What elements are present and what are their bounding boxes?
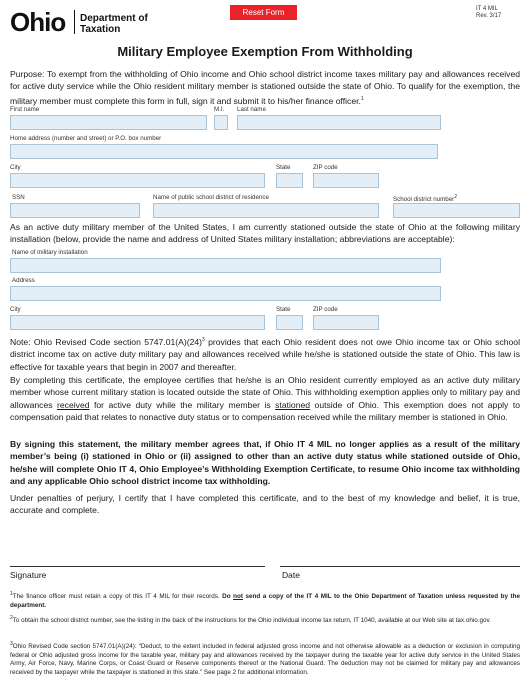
- footnote-1-text-b: Do: [222, 593, 234, 601]
- note-lead: Note: Ohio Revised Code section 5747.01(A)(24): [10, 336, 203, 347]
- date-line[interactable]: [280, 566, 520, 567]
- stationed-statement: As an active duty military member of the United States, I am currently stationed outside the state of Ohio at the following military installation (below, provide the name and address of United States military installation; abbreviations are acceptable):: [10, 222, 520, 245]
- installation-zip-field[interactable]: [313, 315, 379, 330]
- home-address-label: Home address (number and street) or P.O. box number: [10, 135, 162, 142]
- certify-stationed: stationed: [275, 399, 311, 410]
- last-name-label: Last name: [237, 106, 266, 113]
- signature-line[interactable]: [10, 566, 265, 567]
- school-district-number-text: School district number: [393, 196, 455, 204]
- perjury-statement: Under penalties of perjury, I certify that I have completed this certificate, and to the best of my knowledge and belief, it is true, accurate and complete.: [10, 493, 520, 516]
- mi-field[interactable]: [214, 115, 228, 130]
- footnote-1-text-d: send a copy of the IT 4 MIL to the Ohio Department of Taxation unless requested by the department.: [10, 593, 520, 609]
- installation-city-label: City: [10, 306, 21, 313]
- date-label: Date: [282, 570, 300, 580]
- ssn-label: SSN: [12, 194, 25, 201]
- installation-state-label: State: [276, 306, 291, 313]
- footnote-1-not: not: [233, 593, 243, 601]
- form-id: [476, 6, 501, 20]
- footnote-3-number: 3: [10, 641, 13, 647]
- department-line-1: Department of: [80, 13, 148, 24]
- mi-label: M.I.: [214, 106, 225, 113]
- last-name-field[interactable]: [237, 115, 441, 130]
- installation-name-field[interactable]: [10, 258, 441, 273]
- footnote-1-number: 1: [10, 591, 13, 597]
- footnote-2-number: 2: [10, 615, 13, 621]
- city-label: City: [10, 164, 21, 171]
- certify-part-1: By completing this certificate, the employee certifies that he/she is an Ohio resident currently employed as an active duty military member whose current military station is located outside the state of Ohio. This withholding exemption applies only to military pay and allowances: [10, 375, 520, 410]
- ssn-field[interactable]: [10, 203, 140, 218]
- school-district-number-field[interactable]: [393, 203, 520, 218]
- footnote-1: [10, 590, 520, 610]
- footnote-2-text: To obtain the school district number, see the listing in the back of the instructions for the Ohio individual income tax return, IT 1040, available at our Web site at tax.ohio.gov.: [12, 617, 491, 625]
- installation-state-field[interactable]: [276, 315, 303, 330]
- department-line-2: Taxation: [80, 24, 121, 35]
- footnote-2: [10, 614, 520, 626]
- certify-part-2: for active duty while the military member is: [89, 399, 276, 410]
- state-field[interactable]: [276, 173, 303, 188]
- purpose-text: [10, 68, 520, 107]
- note-paragraph: [10, 334, 520, 373]
- department-name: [80, 13, 148, 35]
- purpose-body: Purpose: To exempt from the withholding of Ohio income and Ohio school district income taxes military pay and allowances received for active duty service while the Ohio resident military member is stationed outside the state of Ohio. To qualify for the exemption, the military member must complete this form in full, sign it and submit it to his/her finance officer.: [10, 69, 520, 106]
- form-revision: Rev. 3/17: [476, 13, 502, 19]
- state-label: State: [276, 164, 291, 171]
- signature-label: Signature: [10, 570, 47, 580]
- school-district-label: Name of public school district of residence: [153, 194, 269, 201]
- school-district-field[interactable]: [153, 203, 379, 218]
- signing-agreement: By signing this statement, the military member agrees that, if Ohio IT 4 MIL no longer applies as a result of the military member’s being (i) stationed in Ohio or (ii) assigned to other than an active duty status while stationed outside of Ohio, he/she will complete Ohio IT 4, Ohio Employee’s Withholding Exemption Certificate, to resume Ohio income tax withholding and any applicable Ohio school district income tax withholding.: [10, 439, 520, 487]
- zip-field[interactable]: [313, 173, 379, 188]
- school-district-number-label: [393, 194, 457, 203]
- first-name-field[interactable]: [10, 115, 207, 130]
- certification-paragraph: [10, 374, 520, 424]
- ohio-logo: Ohio: [10, 7, 66, 37]
- installation-address-label: Address: [12, 277, 35, 284]
- home-address-field[interactable]: [10, 144, 438, 159]
- form-number: IT 4 MIL: [476, 6, 498, 12]
- note-footnote-ref: 3: [202, 337, 205, 343]
- installation-name-label: Name of military installation: [12, 249, 88, 256]
- zip-label: ZIP code: [313, 164, 338, 171]
- school-district-footnote-ref: 2: [454, 194, 457, 200]
- footnote-1-text-a: The finance officer must retain a copy of this IT 4 MIL for their records.: [12, 593, 223, 601]
- certify-received: received: [57, 399, 90, 410]
- certify-part-3: outside of Ohio. This exemption does not apply to compensation paid that relates to nonactive duty status or to compensation received while the military member is stationed in Ohio.: [10, 399, 520, 423]
- footnote-3: [10, 640, 520, 677]
- note-body: provides that each Ohio resident does not owe Ohio income tax or Ohio school district income tax on active duty military pay and allowances received while he/she is stationed outside the state of Ohio. This law is effective for taxable years that begin in 2007 and thereafter.: [10, 336, 521, 372]
- purpose-footnote-ref: 1: [360, 95, 364, 102]
- installation-zip-label: ZIP code: [313, 306, 338, 313]
- page-title: Military Employee Exemption From Withholding: [117, 44, 413, 59]
- installation-address-field[interactable]: [10, 286, 441, 301]
- logo-divider: [74, 10, 75, 34]
- first-name-label: First name: [10, 106, 40, 113]
- installation-city-field[interactable]: [10, 315, 265, 330]
- city-field[interactable]: [10, 173, 265, 188]
- footnote-3-text: Ohio Revised Code section 5747.01(A)(24): “Deduct, to the extent included in federal adjusted gross income and not otherwise allowable as a deduction or exclusion in computing federal or Ohio adjusted gross income for the taxable year, military pay and allowances received by the taxpayer during the taxable year for active duty service in the United States Army, Air Force, Navy, Marine Corps, or Coast Guard or Reserve components thereof or the National Guard. The deduction may not be claimed for military pay and allowances received by the taxpayer while the taxpayer is stationed in this state.” See page 2 for additional information.: [10, 643, 520, 676]
- reset-form-button[interactable]: Reset Form: [230, 5, 297, 20]
